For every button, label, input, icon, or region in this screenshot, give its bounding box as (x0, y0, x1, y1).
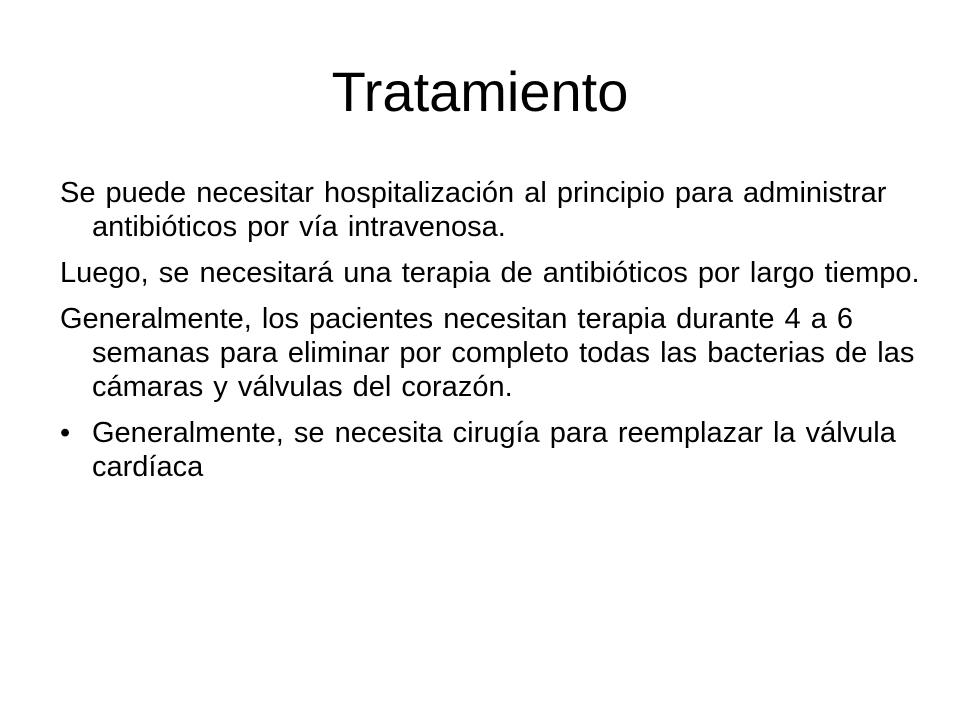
paragraph-text: Generalmente, se necesita cirugía para reemplazar la válvula cardíaca (92, 417, 896, 483)
slide-body (60, 176, 920, 496)
slide-title: Tratamiento (331, 60, 629, 123)
paragraph-text: Generalmente, los pacientes necesitan terapia durante 4 a 6 semanas para eliminar por completo todas las bacterias de las cámaras y válvulas del corazón. (60, 303, 915, 403)
paragraph-text: Se puede necesitar hospitalización al principio para administrar antibióticos por vía intravenosa. (60, 177, 887, 243)
paragraph-text: Luego, se necesitará una terapia de antibióticos por largo tiempo. (60, 257, 920, 289)
bullet-item-surgery (60, 416, 920, 484)
bullet-icon: • (60, 417, 71, 449)
paragraph-hospitalization (60, 176, 920, 244)
paragraph-therapy-duration (60, 302, 920, 404)
paragraph-long-term-therapy (60, 256, 920, 290)
